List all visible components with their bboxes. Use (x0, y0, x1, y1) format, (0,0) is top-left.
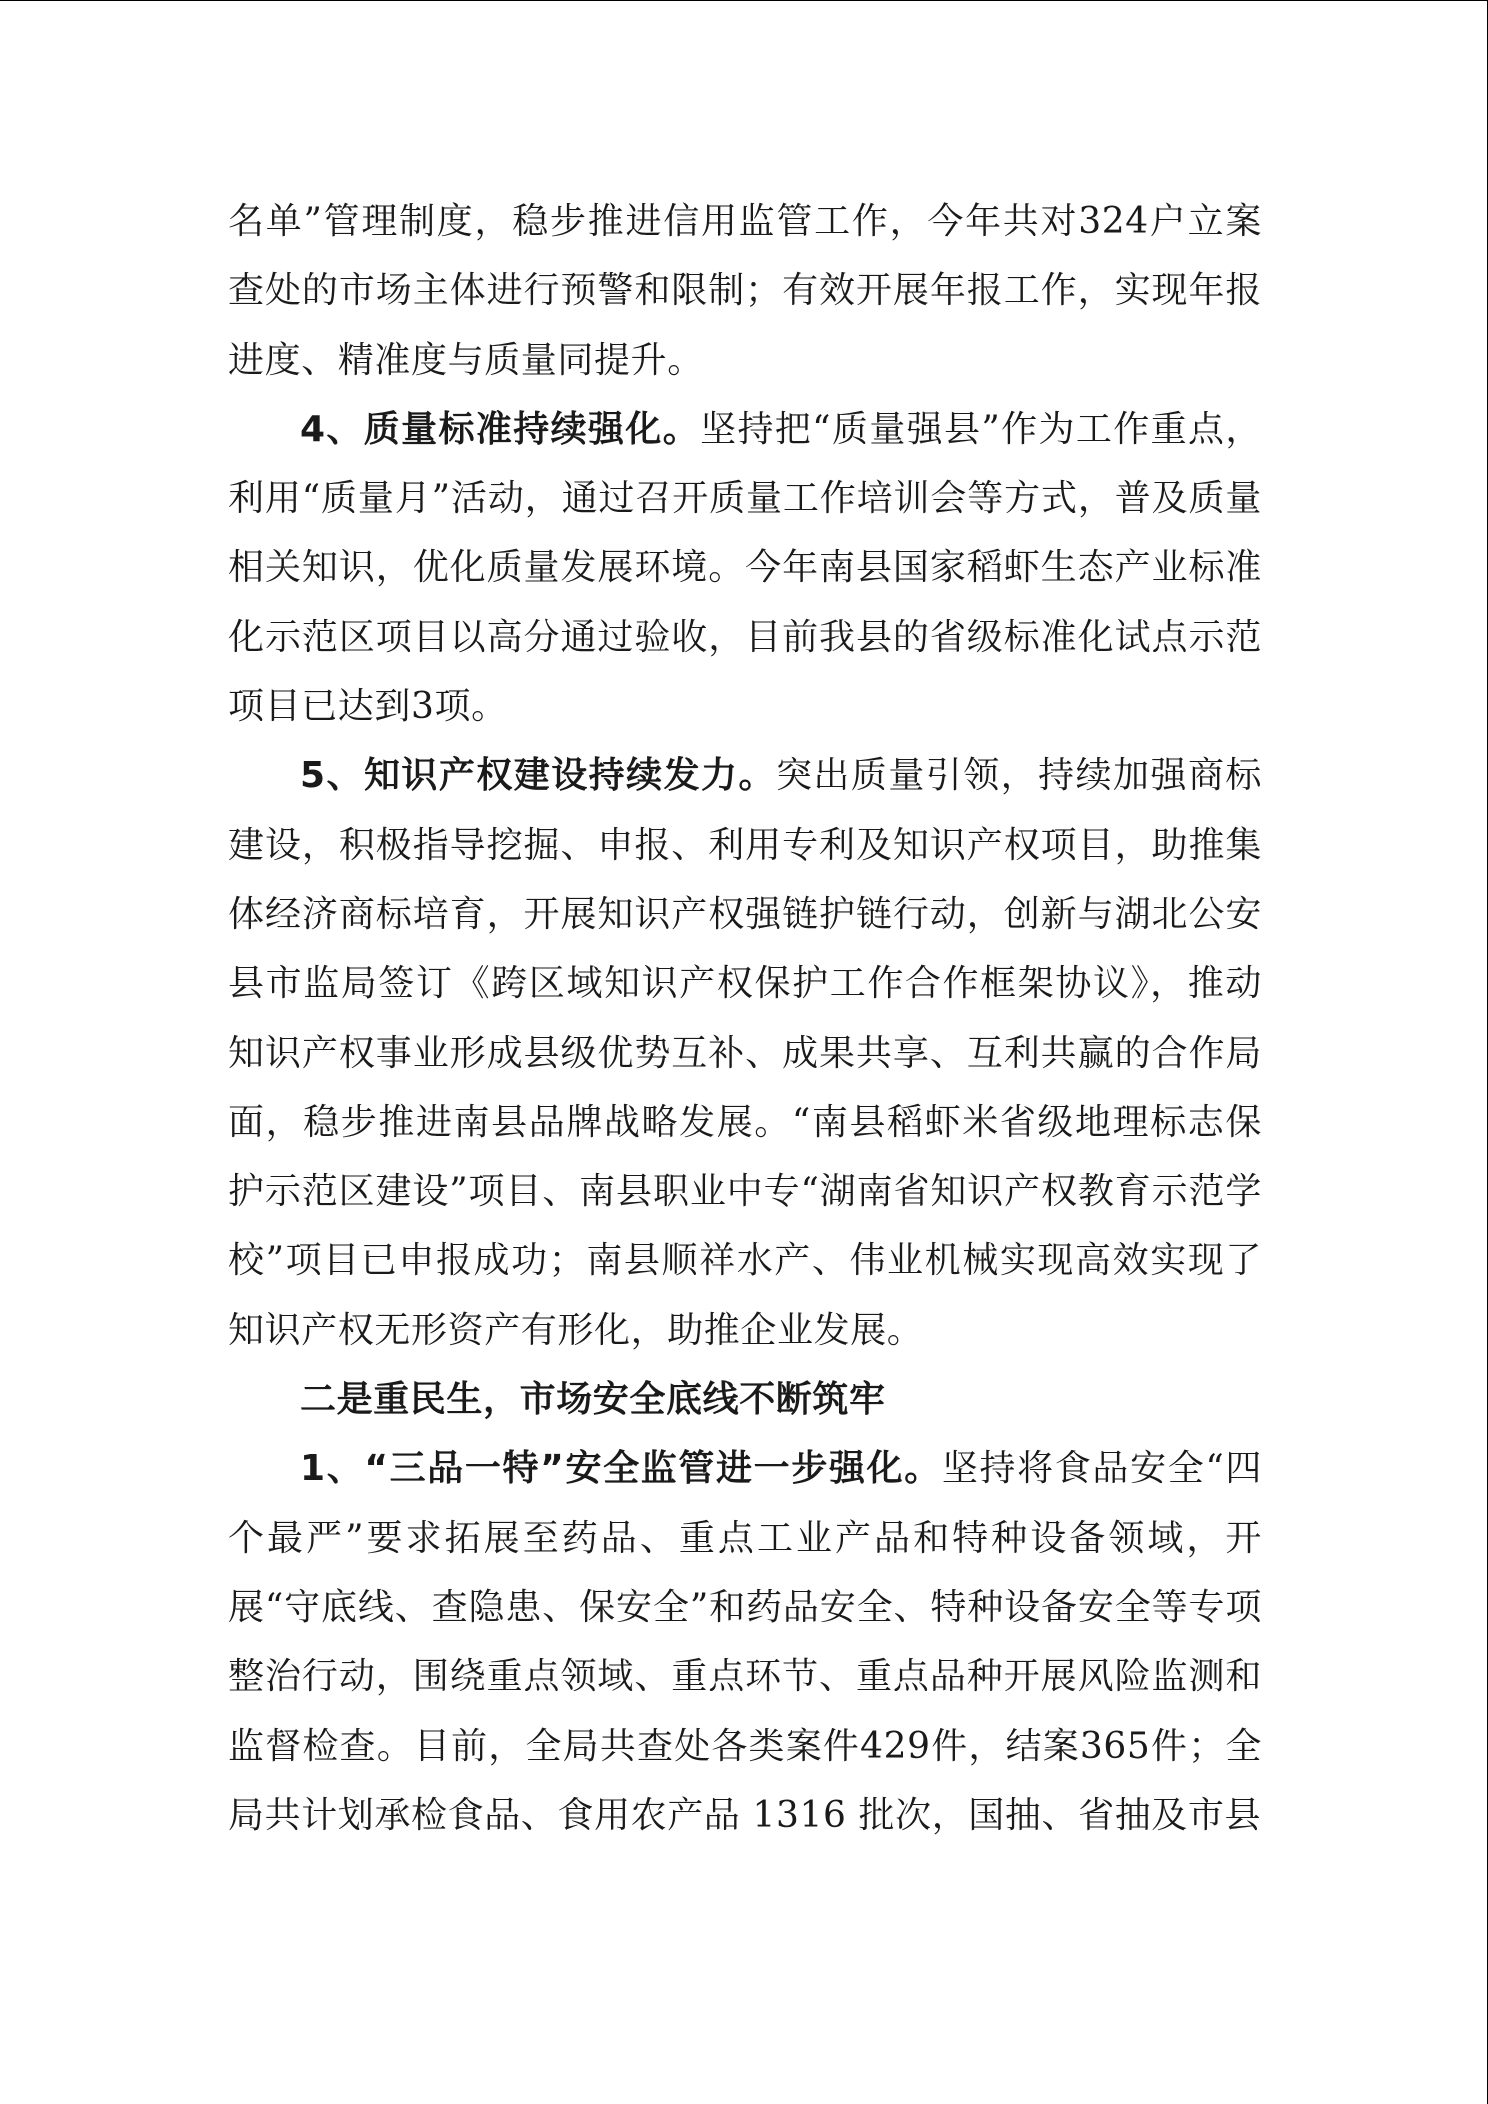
paragraph-text: 坚持将食品安全“四个最严”要求拓展至药品、重点工业产品和特种设备领域，开展“守底线、查隐患、保安全”和药品安全、特种设备安全等专项整治行动，围绕重点领域、重点环节、重点品种开展风险监测和监督检查。目前，全局共查处各类案件429件，结案365件；全局共计划承检食品、食用农产品 1316 批次，国抽、省抽及市县 (228, 1448, 1262, 1836)
paragraph-text: 名单”管理制度，稳步推进信用监管工作，今年共对324户立案查处的市场主体进行预警和限制；有效开展年报工作，实现年报进度、精准度与质量同提升。 (228, 201, 1262, 381)
paragraph-credit-supervision (228, 187, 1262, 395)
paragraph-text: 突出质量引领，持续加强商标建设，积极指导挖掘、申报、利用专利及知识产权项目，助推集体经济商标培育，开展知识产权强链护链行动，创新与湖北公安县市监局签订《跨区域知识产权保护工作合作框架协议》，推动知识产权事业形成县级优势互补、成果共享、互利共赢的合作局面，稳步推进南县品牌战略发展。“南县稻虾米省级地理标志保护示范区建设”项目、南县职业中专“湖南省知识产权教育示范学校”项目已申报成功；南县顺祥水产、伟业机械实现高效实现了知识产权无形资产有形化，助推企业发展。 (228, 755, 1262, 1351)
paragraph-intellectual-property (228, 741, 1262, 1365)
section-heading-text: 二是重民生，市场安全底线不断筑牢 (300, 1379, 886, 1421)
paragraph-quality-standards (228, 395, 1262, 741)
section-heading-livelihood (228, 1365, 1262, 1434)
paragraph-text: 坚持把“质量强县”作为工作重点，利用“质量月”活动，通过召开质量工作培训会等方式，普及质量相关知识，优化质量发展环境。今年南县国家稻虾生态产业标准化示范区项目以高分通过验收，目前我县的省级标准化试点示范项目已达到3项。 (228, 408, 1262, 728)
paragraph-lead: 4、质量标准持续强化。 (300, 408, 701, 450)
paragraph-lead: 1、“三品一特”安全监管进一步强化。 (300, 1448, 942, 1490)
document-body (228, 187, 1262, 1850)
paragraph-lead: 5、知识产权建设持续发力。 (300, 755, 776, 797)
paragraph-safety-supervision (228, 1434, 1262, 1850)
